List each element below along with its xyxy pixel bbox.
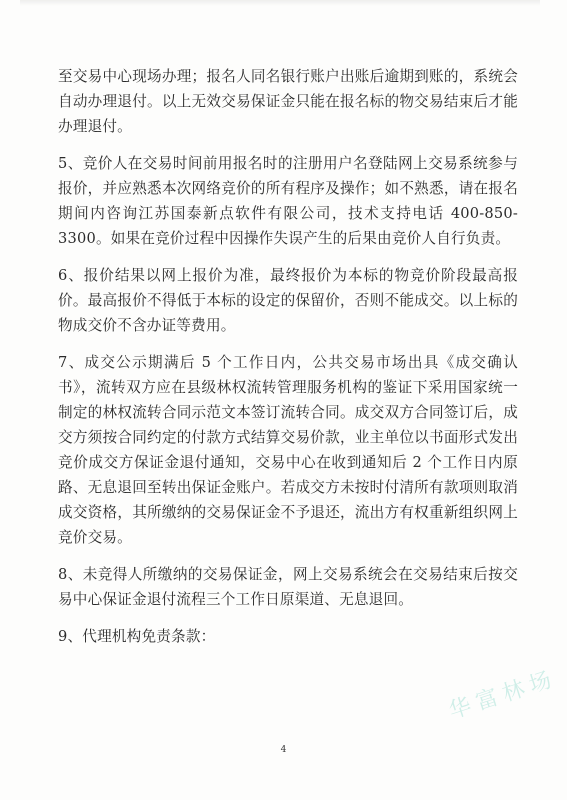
seal-stamp-watermark (445, 653, 567, 782)
paragraph-refund-note: 至交易中心现场办理；报名人同名银行账户出账后逾期到账的，系统会自动办理退付。以上无效交易保证金只能在报名标的物交易结束后才能办理退付。 (58, 68, 518, 135)
scan-edge-shadow (20, 0, 540, 6)
paragraph-item-5: 5、竞价人在交易时间前用报名时的注册用户名登陆网上交易系统参与报价，并应熟悉本次网络竞价的所有程序及操作；如不熟悉，请在报名期间内咨询江苏国泰新点软件有限公司，技术支持电话 400-850-3300。如果在竞价过程中因操作失误产生的后果由竞价人自行负责。 (58, 155, 518, 247)
paragraph-item-9: 9、代理机构免责条款： (58, 628, 216, 645)
paragraph-item-8: 8、未竞得人所缴纳的交易保证金，网上交易系统会在交易结束后按交易中心保证金退付流程三个工作日原渠道、无息退回。 (58, 566, 518, 608)
paragraph-item-7: 7、成交公示期满后 5 个工作日内，公共交易市场出具《成交确认书》，流转双方应在县级林权流转管理服务机构的鉴证下采用国家统一制定的林权流转合同示范文本签订流转合同。成交双方合同签订后，成交方须按合同约定的付款方式结算交易价款，业主单位以书面形式发出竞价成交方保证金退付通知，交易中心在收到通知后 2 个工作日内原路、无息退回至转出保证金账户。若成交方未按时付清所有款项则取消成交资格，其所缴纳的交易保证金不予退还，流出方有权重新组织网上竞价交易。 (58, 354, 518, 546)
document-body (58, 64, 518, 649)
paragraph-item-6: 6、报价结果以网上报价为准，最终报价为本标的物竞价阶段最高报价。最高报价不得低于本标的设定的保留价，否则不能成交。以上标的物成交价不含办证等费用。 (58, 267, 518, 334)
seal-stamp-text: 华富林场 (446, 665, 561, 725)
page-number: 4 (280, 745, 287, 755)
